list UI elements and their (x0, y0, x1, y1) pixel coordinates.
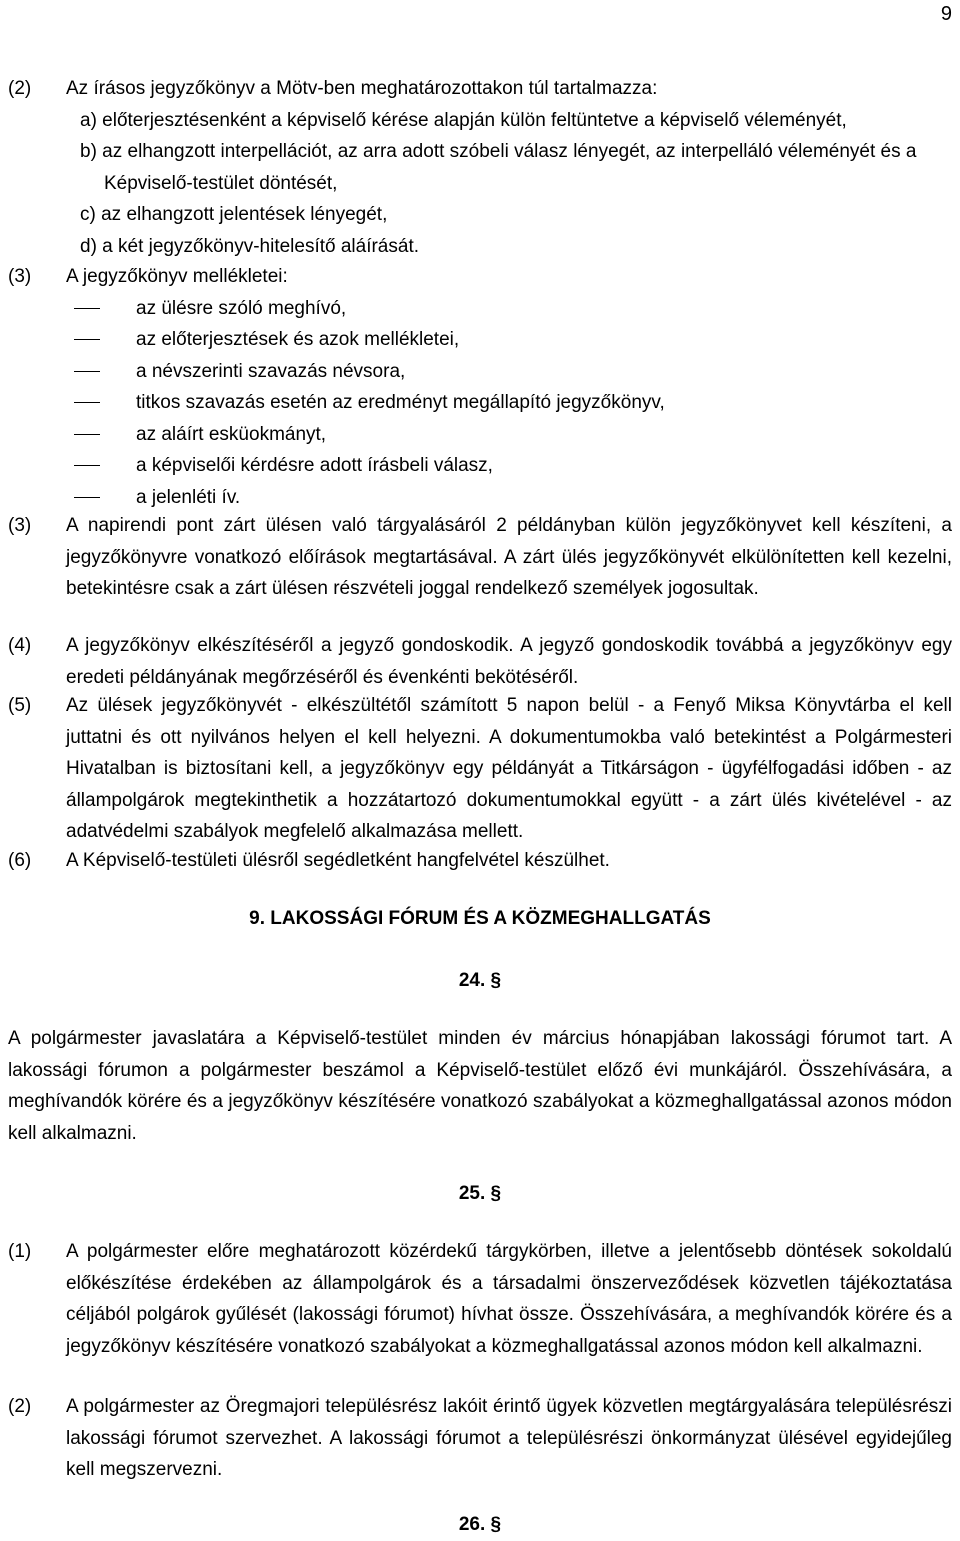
section-24-text: A polgármester javaslatára a Képviselő-testület minden év március hónapjában lakossági fórumot tart. A lakossági fórumon a polgármester beszámol a Képviselő-testület előző évi munkájáról. Összehívására, a meghívandók körére és a jegyzőkönyv készítésére vonatkozó szabályokat a közmeghallgatással azonos módon kell alkalmazni. (8, 1028, 952, 1144)
dash-list-item: a jelenléti ív. (8, 482, 952, 514)
paragraph-number: (3) (8, 266, 32, 287)
paragraph-text: Az írásos jegyzőkönyv a Mötv-ben meghatározottakon túl tartalmazza: (66, 78, 658, 99)
paragraph-number: (1) (8, 1241, 32, 1262)
paragraph-text: A polgármester az Öregmajori településrész lakóit érintő ügyek közvetlen megtárgyalására településrészi lakossági fórumot szervezhet. A lakossági fórumot a településrészi önkormányzat ülésével egyidejűleg kell megszervezni. (66, 1396, 952, 1480)
dash-bullet (74, 434, 100, 435)
dash-list-item: titkos szavazás esetén az eredményt megállapító jegyzőkönyv, (8, 387, 952, 419)
dash-list-item: a képviselői kérdésre adott írásbeli válasz, (8, 450, 952, 482)
paragraph-3-attachments (8, 261, 952, 513)
dash-bullet (74, 497, 100, 498)
paragraph-4 (8, 630, 952, 693)
dash-list-item: az ülésre szóló meghívó, (8, 293, 952, 325)
chapter-heading: 9. LAKOSSÁGI FÓRUM ÉS A KÖZMEGHALLGATÁS (249, 908, 711, 929)
section-25-paragraph-1 (8, 1236, 952, 1362)
dash-list-item: az aláírt esküokmányt, (8, 419, 952, 451)
paragraph-number: (2) (8, 78, 32, 99)
section-heading-24: 24. § (458, 970, 502, 991)
section-heading-25: 25. § (458, 1183, 502, 1204)
list-item-c: c) az elhangzott jelentések lényegét, (80, 204, 388, 225)
paragraph-6 (8, 845, 952, 877)
paragraph-number: (6) (8, 850, 32, 871)
list-item-d: d) a két jegyzőkönyv-hitelesítő aláírását. (80, 235, 420, 257)
dash-bullet (74, 402, 100, 403)
list-item-b: b) az elhangzott interpellációt, az arra adott szóbeli válasz lényegét, az interpelláló véleményét és a Képviselő-testület döntését, (80, 141, 917, 194)
paragraph-number: (2) (8, 1396, 32, 1417)
paragraph-number: (5) (8, 695, 32, 716)
paragraph-2 (8, 73, 952, 262)
dash-list-item: a névszerinti szavazás névsora, (8, 356, 952, 388)
paragraph-text: Az ülések jegyzőkönyvét - elkészültétől számított 5 napon belül - a Fenyő Miksa Könyvtárba el kell juttatni és ott nyilvános helyen el kell helyezni. A dokumentumokba való betekintést a Polgármesteri Hivatalban is biztosítani kell, a jegyzőkönyv egy példányát a Titkárságon - ügyfélfogadási időben - az állampolgárok megtekinthetik a hozzátartozó dokumentumokkal együtt - a zárt ülés kivételével - az adatvédelmi szabályok megfelelő alkalmazása mellett. (66, 695, 952, 842)
dash-bullet (74, 339, 100, 340)
paragraph-number: (4) (8, 635, 32, 656)
paragraph-text: A polgármester előre meghatározott közérdekű tárgykörben, illetve a jelentősebb döntések sokoldalú előkészítése érdekében az állampolgárok és a társadalmi önszerveződések közvetlen tájékoztatása céljából polgárok gyűlését (lakossági fórumot) hívhat össze. Összehívására, a meghívandók körére és a jegyzőkönyv készítésére vonatkozó szabályokat a közmeghallgatással azonos módon kell alkalmazni. (66, 1241, 952, 1357)
paragraph-text: A jegyzőkönyv elkészítéséről a jegyző gondoskodik. A jegyző gondoskodik továbbá a jegyzőkönyv egy eredeti példányának megőrzéséről és évenkénti bekötéséről. (66, 635, 952, 688)
paragraph-text: A napirendi pont zárt ülésen való tárgyalásáról 2 példányban külön jegyzőkönyvet kell készíteni, a jegyzőkönyvre vonatkozó előírások megtartásával. A zárt ülés jegyzőkönyvét elkülönítetten kell kezelni, betekintésre csak a zárt ülésen részvételi joggal rendelkező személyek jogosultak. (66, 515, 952, 599)
dash-bullet (74, 371, 100, 372)
paragraph-number: (3) (8, 515, 32, 536)
dash-list-item: az előterjesztések és azok mellékletei, (8, 324, 952, 356)
section-heading-26: 26. § (458, 1514, 502, 1535)
dash-bullet (74, 465, 100, 466)
dash-bullet (74, 308, 100, 309)
paragraph-3-closed-session (8, 510, 952, 605)
paragraph-5 (8, 690, 952, 848)
paragraph-text: A jegyzőkönyv mellékletei: (66, 266, 288, 287)
list-item-a: a) előterjesztésenként a képviselő kérése alapján külön feltüntetve a képviselő véleményét, (80, 109, 847, 131)
paragraph-text: A Képviselő-testületi ülésről segédletként hangfelvétel készülhet. (66, 850, 610, 871)
section-25-paragraph-2 (8, 1391, 952, 1486)
page-number: 9 (940, 3, 952, 25)
